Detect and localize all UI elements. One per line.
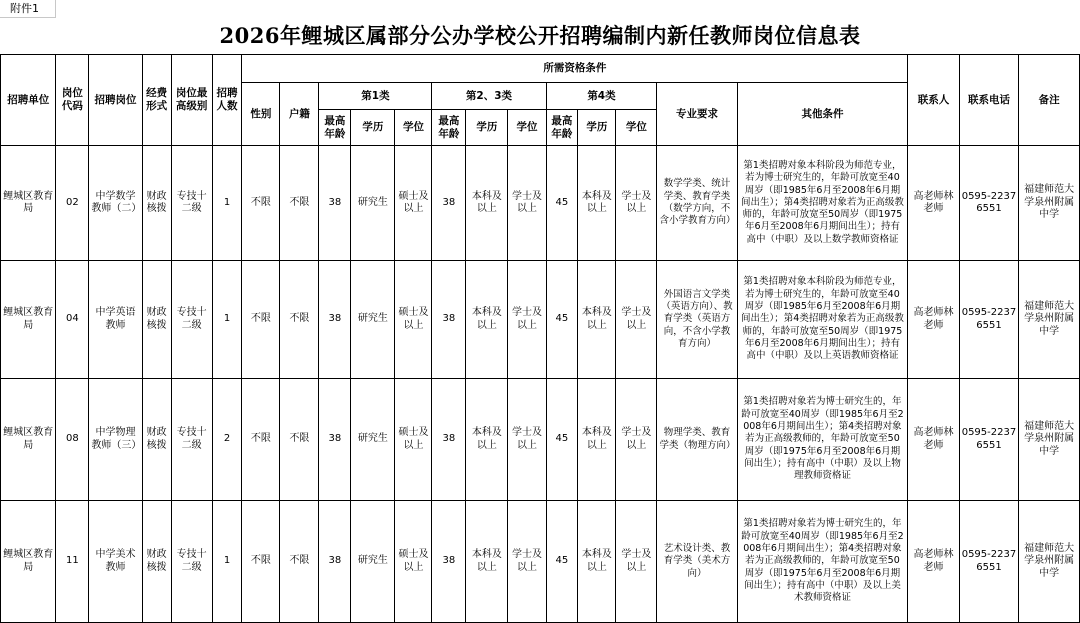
cell-c23-deg[interactable]: 学士及以上	[508, 261, 546, 379]
cell-c23-age[interactable]: 38	[432, 261, 466, 379]
cell-funding[interactable]: 财政核拨	[142, 379, 171, 501]
cell-c23-deg[interactable]: 学士及以上	[508, 501, 546, 623]
cell-major[interactable]: 数学学类、统计学类、教育学类（数学方向，不含小学教育方向）	[657, 146, 737, 261]
header-code[interactable]: 岗位代码	[56, 55, 89, 146]
cell-c1-edu[interactable]: 研究生	[351, 501, 395, 623]
position-table	[0, 54, 1080, 623]
cell-c1-age[interactable]: 38	[319, 379, 351, 501]
cell-position[interactable]: 中学数学教师（二）	[89, 146, 142, 261]
cell-other[interactable]: 第1类招聘对象若为博士研究生的，年龄可放宽至40周岁（即1985年6月至2008年6月期间出生）；第4类招聘对象若为正高级教师的，年龄可放宽至50周岁（即1975年6月至2008年6月期间出生）；持有高中（中职）及以上物理教师资格证	[737, 379, 908, 501]
cell-c4-age[interactable]: 45	[546, 501, 578, 623]
cell-c1-edu[interactable]: 研究生	[351, 261, 395, 379]
cell-funding[interactable]: 财政核拨	[142, 146, 171, 261]
cell-count[interactable]: 1	[212, 146, 242, 261]
cell-c23-deg[interactable]: 学士及以上	[508, 379, 546, 501]
cell-c1-edu[interactable]: 研究生	[351, 146, 395, 261]
cell-hukou[interactable]: 不限	[280, 261, 319, 379]
cell-major[interactable]: 艺术设计类、教育学类（美术方向）	[657, 501, 737, 623]
cell-c1-age[interactable]: 38	[319, 501, 351, 623]
cell-gender[interactable]: 不限	[242, 261, 280, 379]
cell-phone[interactable]: 0595-22376551	[959, 146, 1019, 261]
cell-c4-deg[interactable]: 学士及以上	[616, 379, 657, 501]
cell-level[interactable]: 专技十二级	[171, 379, 212, 501]
cell-unit[interactable]: 鲤城区教育局	[1, 501, 56, 623]
cell-level[interactable]: 专技十二级	[171, 146, 212, 261]
cell-major[interactable]: 物理学类、教育学类（物理方向）	[657, 379, 737, 501]
cell-c4-edu[interactable]: 本科及以上	[578, 146, 616, 261]
cell-c1-deg[interactable]: 硕士及以上	[395, 379, 432, 501]
cell-c1-age[interactable]: 38	[319, 146, 351, 261]
cell-code[interactable]: 11	[56, 501, 89, 623]
cell-code[interactable]: 04	[56, 261, 89, 379]
cell-phone[interactable]: 0595-22376551	[959, 501, 1019, 623]
cell-c23-age[interactable]: 38	[432, 146, 466, 261]
header-level[interactable]: 岗位最高级别	[171, 55, 212, 146]
cell-remark[interactable]: 福建师范大学泉州附属中学	[1019, 146, 1080, 261]
header-c1-age[interactable]: 最高年龄	[319, 110, 351, 146]
header-c23-deg[interactable]: 学位	[508, 110, 546, 146]
header-c4-deg[interactable]: 学位	[616, 110, 657, 146]
cell-count[interactable]: 1	[212, 261, 242, 379]
cell-unit[interactable]: 鲤城区教育局	[1, 261, 56, 379]
cell-c4-age[interactable]: 45	[546, 379, 578, 501]
cell-phone[interactable]: 0595-22376551	[959, 379, 1019, 501]
cell-contact[interactable]: 高老师林老师	[908, 261, 959, 379]
cell-hukou[interactable]: 不限	[280, 379, 319, 501]
cell-level[interactable]: 专技十二级	[171, 501, 212, 623]
cell-c23-edu[interactable]: 本科及以上	[466, 379, 508, 501]
cell-c4-edu[interactable]: 本科及以上	[578, 261, 616, 379]
cell-c4-deg[interactable]: 学士及以上	[616, 261, 657, 379]
cell-code[interactable]: 02	[56, 146, 89, 261]
cell-contact[interactable]: 高老师林老师	[908, 379, 959, 501]
cell-c23-age[interactable]: 38	[432, 501, 466, 623]
cell-c4-deg[interactable]: 学士及以上	[616, 146, 657, 261]
cell-c4-deg[interactable]: 学士及以上	[616, 501, 657, 623]
cell-c4-edu[interactable]: 本科及以上	[578, 501, 616, 623]
header-c1-edu[interactable]: 学历	[351, 110, 395, 146]
header-gender[interactable]: 性别	[242, 83, 280, 146]
cell-remark[interactable]: 福建师范大学泉州附属中学	[1019, 261, 1080, 379]
cell-c4-edu[interactable]: 本科及以上	[578, 379, 616, 501]
cell-c4-age[interactable]: 45	[546, 261, 578, 379]
cell-c1-deg[interactable]: 硕士及以上	[395, 146, 432, 261]
header-class1[interactable]: 第1类	[319, 83, 432, 110]
cell-other[interactable]: 第1类招聘对象本科阶段为师范专业，若为博士研究生的，年龄可放宽至40周岁（即1985年6月至2008年6月期间出生）；第4类招聘对象若为正高级教师的，年龄可放宽至50周岁（即1975年6月至2008年6月期间出生）；持有高中（中职）及以上数学教师资格证	[737, 146, 908, 261]
cell-c1-edu[interactable]: 研究生	[351, 379, 395, 501]
cell-hukou[interactable]: 不限	[280, 501, 319, 623]
table-row	[1, 261, 1080, 379]
table-row	[1, 501, 1080, 623]
cell-c23-deg[interactable]: 学士及以上	[508, 146, 546, 261]
table-body	[1, 146, 1080, 623]
header-unit[interactable]: 招聘单位	[1, 55, 56, 146]
cell-position[interactable]: 中学物理教师（三）	[89, 379, 142, 501]
cell-count[interactable]: 1	[212, 501, 242, 623]
cell-unit[interactable]: 鲤城区教育局	[1, 146, 56, 261]
cell-position[interactable]: 中学美术教师	[89, 501, 142, 623]
cell-c23-age[interactable]: 38	[432, 379, 466, 501]
cell-c23-edu[interactable]: 本科及以上	[466, 501, 508, 623]
header-c23-edu[interactable]: 学历	[466, 110, 508, 146]
cell-hukou[interactable]: 不限	[280, 146, 319, 261]
cell-other[interactable]: 第1类招聘对象本科阶段为师范专业，若为博士研究生的，年龄可放宽至40周岁（即1985年6月至2008年6月期间出生）；第4类招聘对象若为正高级教师的，年龄可放宽至50周岁（即1975年6月至2008年6月期间出生）；持有高中（中职）及以上英语教师资格证	[737, 261, 908, 379]
cell-c23-edu[interactable]: 本科及以上	[466, 146, 508, 261]
header-count[interactable]: 招聘人数	[212, 55, 242, 146]
cell-c1-deg[interactable]: 硕士及以上	[395, 501, 432, 623]
cell-count[interactable]: 2	[212, 379, 242, 501]
header-c23-age[interactable]: 最高年龄	[432, 110, 466, 146]
table-header	[1, 55, 1080, 146]
cell-c1-age[interactable]: 38	[319, 261, 351, 379]
cell-gender[interactable]: 不限	[242, 501, 280, 623]
annex-label[interactable]: 附件1	[0, 0, 56, 18]
cell-remark[interactable]: 福建师范大学泉州附属中学	[1019, 379, 1080, 501]
cell-unit[interactable]: 鲤城区教育局	[1, 379, 56, 501]
header-c1-deg[interactable]: 学位	[395, 110, 432, 146]
cell-c1-deg[interactable]: 硕士及以上	[395, 261, 432, 379]
cell-code[interactable]: 08	[56, 379, 89, 501]
header-requirements[interactable]: 所需资格条件	[242, 55, 908, 83]
cell-funding[interactable]: 财政核拨	[142, 501, 171, 623]
header-contact[interactable]: 联系人	[908, 55, 959, 146]
cell-gender[interactable]: 不限	[242, 379, 280, 501]
cell-phone[interactable]: 0595-22376551	[959, 261, 1019, 379]
table-title: 2026年鲤城区属部分公办学校公开招聘编制内新任教师岗位信息表	[219, 23, 861, 48]
header-major[interactable]: 专业要求	[657, 83, 737, 146]
cell-level[interactable]: 专技十二级	[171, 261, 212, 379]
header-class4[interactable]: 第4类	[546, 83, 657, 110]
cell-gender[interactable]: 不限	[242, 146, 280, 261]
cell-c23-edu[interactable]: 本科及以上	[466, 261, 508, 379]
cell-other[interactable]: 第1类招聘对象若为博士研究生的，年龄可放宽至40周岁（即1985年6月至2008年6月期间出生）；第4类招聘对象若为正高级教师的，年龄可放宽至50周岁（即1975年6月至2008年6月期间出生）；持有高中（中职）及以上美术教师资格证	[737, 501, 908, 623]
header-class23[interactable]: 第2、3类	[432, 83, 546, 110]
table-row	[1, 146, 1080, 261]
header-c4-edu[interactable]: 学历	[578, 110, 616, 146]
cell-position[interactable]: 中学英语教师	[89, 261, 142, 379]
header-remark[interactable]: 备注	[1019, 55, 1080, 146]
cell-contact[interactable]: 高老师林老师	[908, 501, 959, 623]
header-position[interactable]: 招聘岗位	[89, 55, 142, 146]
cell-major[interactable]: 外国语言文学类（英语方向）、教育学类（英语方向，不含小学教育方向）	[657, 261, 737, 379]
cell-funding[interactable]: 财政核拨	[142, 261, 171, 379]
table-row	[1, 379, 1080, 501]
header-funding[interactable]: 经费形式	[142, 55, 171, 146]
header-hukou[interactable]: 户籍	[280, 83, 319, 146]
cell-contact[interactable]: 高老师林老师	[908, 146, 959, 261]
header-other[interactable]: 其他条件	[737, 83, 908, 146]
cell-c4-age[interactable]: 45	[546, 146, 578, 261]
cell-remark[interactable]: 福建师范大学泉州附属中学	[1019, 501, 1080, 623]
header-phone[interactable]: 联系电话	[959, 55, 1019, 146]
header-c4-age[interactable]: 最高年龄	[546, 110, 578, 146]
